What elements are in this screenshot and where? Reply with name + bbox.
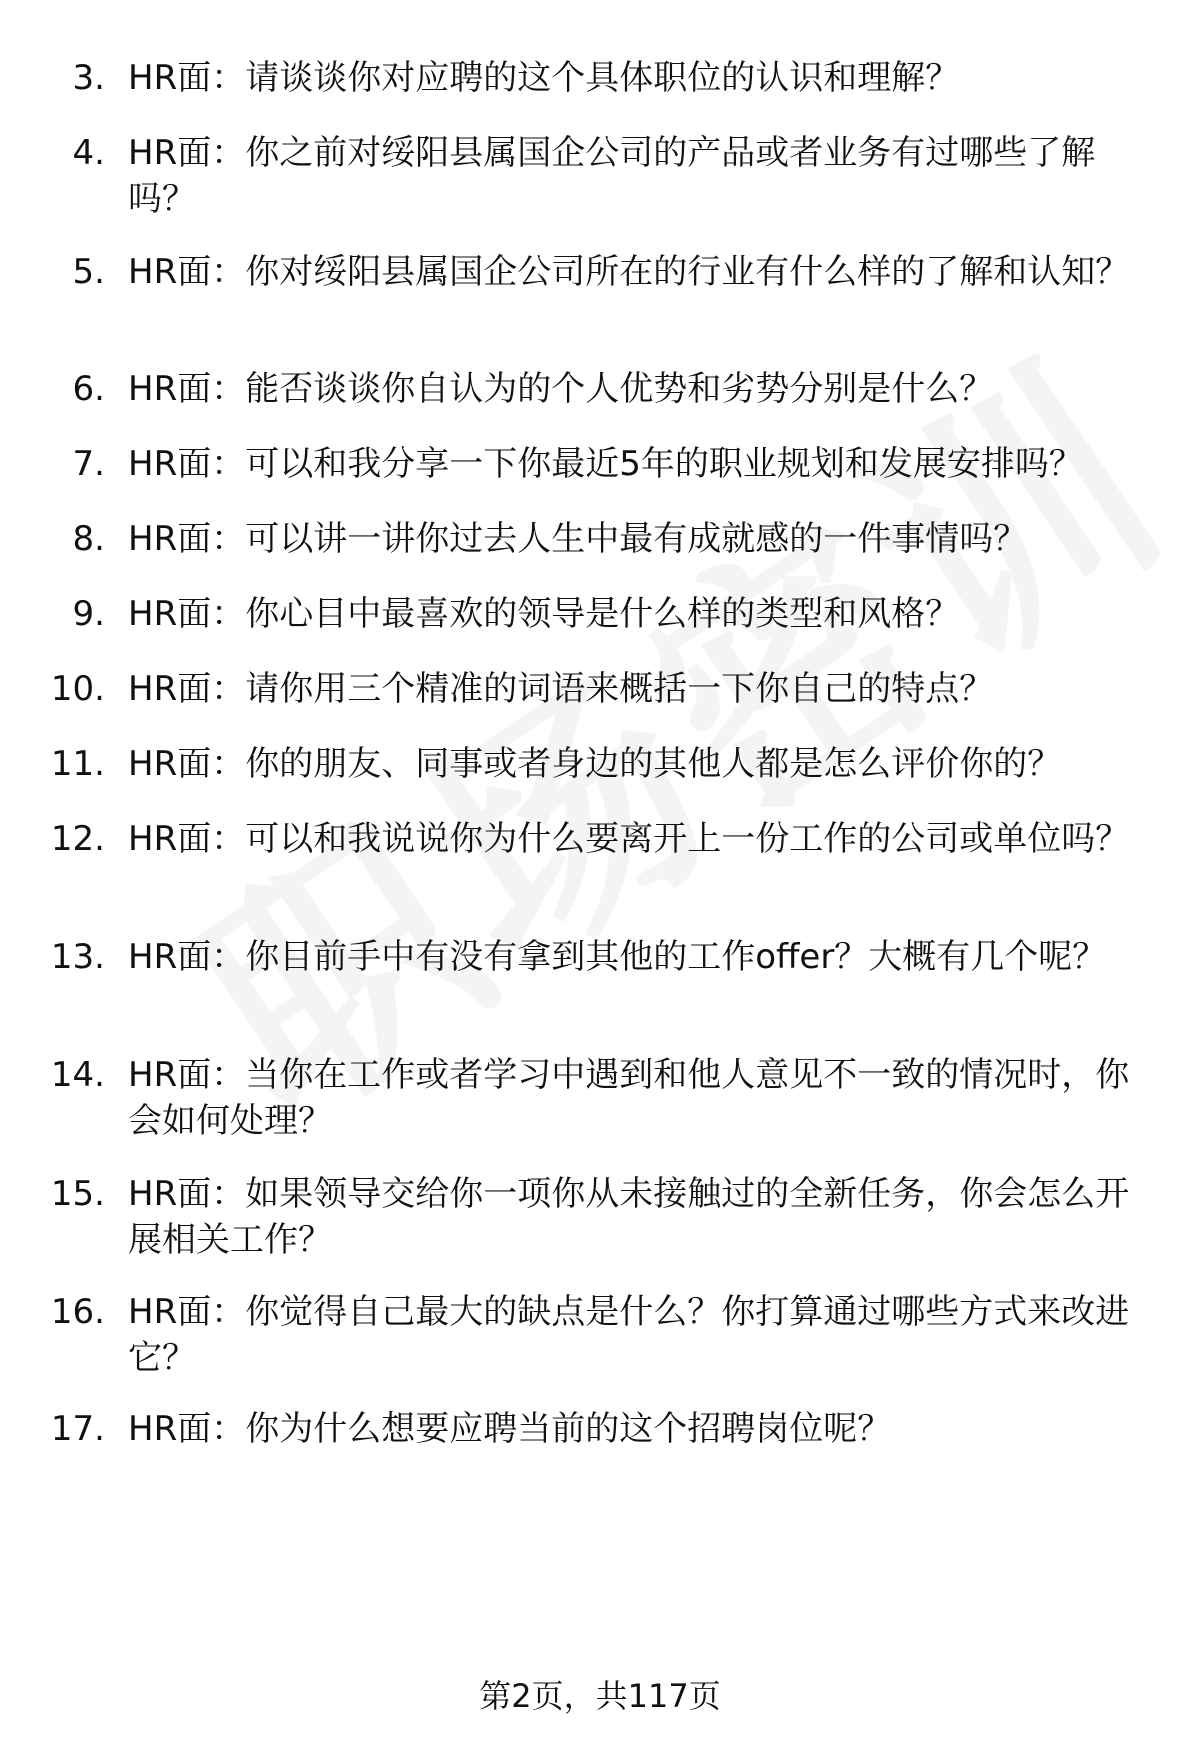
- page-footer: 第2页，共117页: [479, 1677, 721, 1715]
- question-text: HR面：你心目中最喜欢的领导是什么样的类型和风格？: [128, 594, 960, 634]
- question-number: 15.: [50, 1174, 105, 1214]
- question-number: 7.: [72, 444, 105, 484]
- question-text: HR面：你目前手中有没有拿到其他的工作offer？大概有几个呢？: [128, 937, 1107, 977]
- question-text: HR面：你觉得自己最大的缺点是什么？你打算通过哪些方式来改进它？: [128, 1292, 1130, 1378]
- question-text: HR面：你对绥阳县属国企公司所在的行业有什么样的了解和认知？: [128, 252, 1130, 292]
- question-text: HR面：可以讲一讲你过去人生中最有成就感的一件事情吗？: [128, 519, 1028, 559]
- question-text: HR面：你之前对绥阳县属国企公司的产品或者业务有过哪些了解吗？: [128, 133, 1096, 219]
- question-text: HR面：如果领导交给你一项你从未接触过的全新任务，你会怎么开展相关工作？: [128, 1174, 1130, 1260]
- question-text: HR面：能否谈谈你自认为的个人优势和劣势分别是什么？: [128, 369, 994, 409]
- question-text: HR面：请谈谈你对应聘的这个具体职位的认识和理解？: [128, 58, 960, 98]
- question-number: 14.: [50, 1055, 105, 1095]
- question-text: HR面：你的朋友、同事或者身边的其他人都是怎么评价你的？: [128, 744, 1062, 784]
- question-text: HR面：当你在工作或者学习中遇到和他人意见不一致的情况时，你会如何处理？: [128, 1055, 1130, 1141]
- question-text: HR面：请你用三个精准的词语来概括一下你自己的特点？: [128, 669, 994, 709]
- question-text: HR面：可以和我说说你为什么要离开上一份工作的公司或单位吗？: [128, 819, 1130, 859]
- question-number: 4.: [72, 133, 105, 173]
- question-number: 8.: [72, 519, 105, 559]
- question-number: 3.: [72, 58, 105, 98]
- question-number: 9.: [72, 594, 105, 634]
- question-number: 17.: [50, 1409, 105, 1449]
- question-number: 10.: [50, 669, 105, 709]
- question-number: 12.: [50, 819, 105, 859]
- question-text: HR面：你为什么想要应聘当前的这个招聘岗位呢？: [128, 1409, 892, 1449]
- question-number: 13.: [50, 937, 105, 977]
- question-number: 16.: [50, 1292, 105, 1332]
- question-number: 6.: [72, 369, 105, 409]
- question-text: HR面：可以和我分享一下你最近5年的职业规划和发展安排吗？: [128, 444, 1083, 484]
- question-number: 5.: [72, 252, 105, 292]
- question-number: 11.: [50, 744, 105, 784]
